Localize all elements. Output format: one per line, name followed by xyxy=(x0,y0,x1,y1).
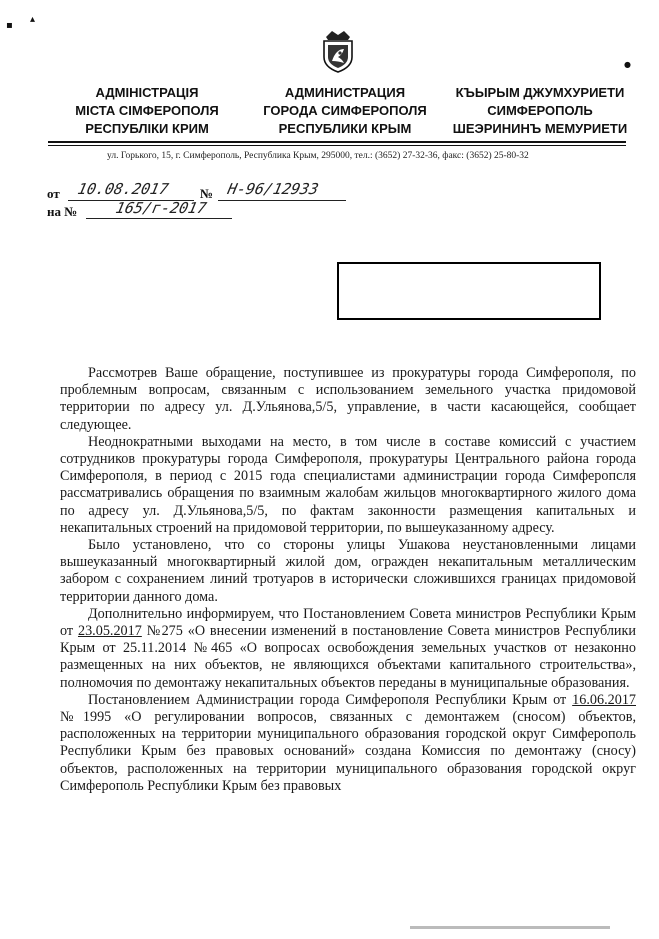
org-ua-line-3: РЕСПУБЛІКИ КРИМ xyxy=(85,121,209,136)
scan-mark: ▴ xyxy=(30,14,36,25)
paragraph-4-start: Дополнительно информируем, что Постановлением Совета министров Республики Крым от xyxy=(60,605,636,640)
in-reply-number: 165/г-2017 xyxy=(114,199,209,217)
header-divider-thick xyxy=(48,141,626,143)
paragraph-3: Было установлено, что со стороны улицы Ушакова неустановленными лицами вышеуказанный многоквартирный жилой дом, огражден некапитальным металлическим забором с сохранением линий тротуаров в исторически сложившихся границах придомовой территории данного дома. xyxy=(60,537,636,605)
contact-address: ул. Горького, 15, г. Симферополь, Республика Крым, 295000, тел.: (3652) 27-32-36, факс: (3652) 25-80-32 xyxy=(107,151,529,161)
scan-bottom-edge xyxy=(410,926,610,929)
org-cr-line-2: СИМФЕРОПОЛЬ xyxy=(487,103,593,118)
paragraph-5-start: Постановлением Администрации города Симферополя Республики Крым от xyxy=(88,691,573,708)
paragraph-4 xyxy=(60,606,636,692)
org-ru-line-1: АДМИНИСТРАЦИЯ xyxy=(284,85,406,100)
org-cr-line-3: ШЕЭРИНИНЪ МЕМУРИЕТИ xyxy=(452,121,628,136)
number-underline xyxy=(218,200,346,201)
letter-number: Н-96/12933 xyxy=(226,180,321,198)
org-ru-line-2: ГОРОДА СИМФЕРОПОЛЯ xyxy=(263,103,427,118)
org-name-russian xyxy=(245,84,445,138)
scan-mark: ● xyxy=(624,60,631,69)
org-name-ukrainian xyxy=(58,84,236,138)
paragraph-5-rest: №1995 «О регулировании вопросов, связанных с демонтажем (сносом) объектов, расположенных на территории муниципального образования городской округ Симферополь Республики Крым без правовых оснований» создана Комиссия по демонтажу (сносу) объектов, расположенных на территории муниципального образования городской округ Симферополь Республики Крым без правовых xyxy=(60,709,636,794)
paragraph-2: Неоднократными выходами на место, в том числе в составе комиссий с участием сотрудников прокуратуры города Симферополя, прокуратуры Центрального района города Симферополя, в период с 2015 года специалистами администрации города Симферопсля рассматривались обращения по взаимным жалобам жильцов многоквартирного жилого дома по адресу ул. Д.Ульянова,5/5, по фактам законности размещения капитальных и некапитальных строений на придомовой территории, по вышеуказанному адресу. xyxy=(60,433,636,536)
org-ua-line-1: АДМІНІСТРАЦІЯ xyxy=(95,85,199,100)
paragraph-1: Рассмотрев Ваше обращение, поступившее из прокуратуры города Симферополя, по проблемным вопросам, связанным с использованием земельного участка придомовой территории по адресу ул. Д.Ульянова,5/5, управление, в части касающейся, сообщает следующее. xyxy=(60,365,636,433)
in-reply-underline xyxy=(86,218,232,219)
org-name-crimean-tatar xyxy=(449,84,631,138)
redacted-recipient-box xyxy=(337,262,601,320)
org-ua-line-2: МІСТА СІМФЕРОПОЛЯ xyxy=(75,103,219,118)
resolution-date-2: 16.06.2017 xyxy=(572,691,636,708)
number-label: № xyxy=(200,186,214,201)
header-divider-thin xyxy=(48,145,626,146)
letter-body xyxy=(60,365,636,795)
coat-of-arms-icon xyxy=(318,27,358,73)
org-cr-line-1: КЪЫРЫМ ДЖУМХУРИЕТИ xyxy=(455,85,625,100)
paragraph-5 xyxy=(60,692,636,795)
letter-date: 10.08.2017 xyxy=(76,180,171,198)
org-ru-line-3: РЕСПУБЛИКИ КРЫМ xyxy=(278,121,412,136)
scan-mark: ▪ xyxy=(6,20,13,31)
resolution-date-1: 23.05.2017 xyxy=(77,623,142,640)
in-reply-label: на № xyxy=(47,204,78,219)
from-label: от xyxy=(47,186,60,201)
paragraph-4-rest: №275 «О внесении изменений в постановление Совета министров Республики Крым от 25.11.2014 №465 «О вопросах освобождения земельных участков от незаконно размещенных на них объектов, не являющихся объектами капитального строительства», полномочия по демонтажу некапитальных объектов переданы в муниципальные образования. xyxy=(60,623,636,691)
